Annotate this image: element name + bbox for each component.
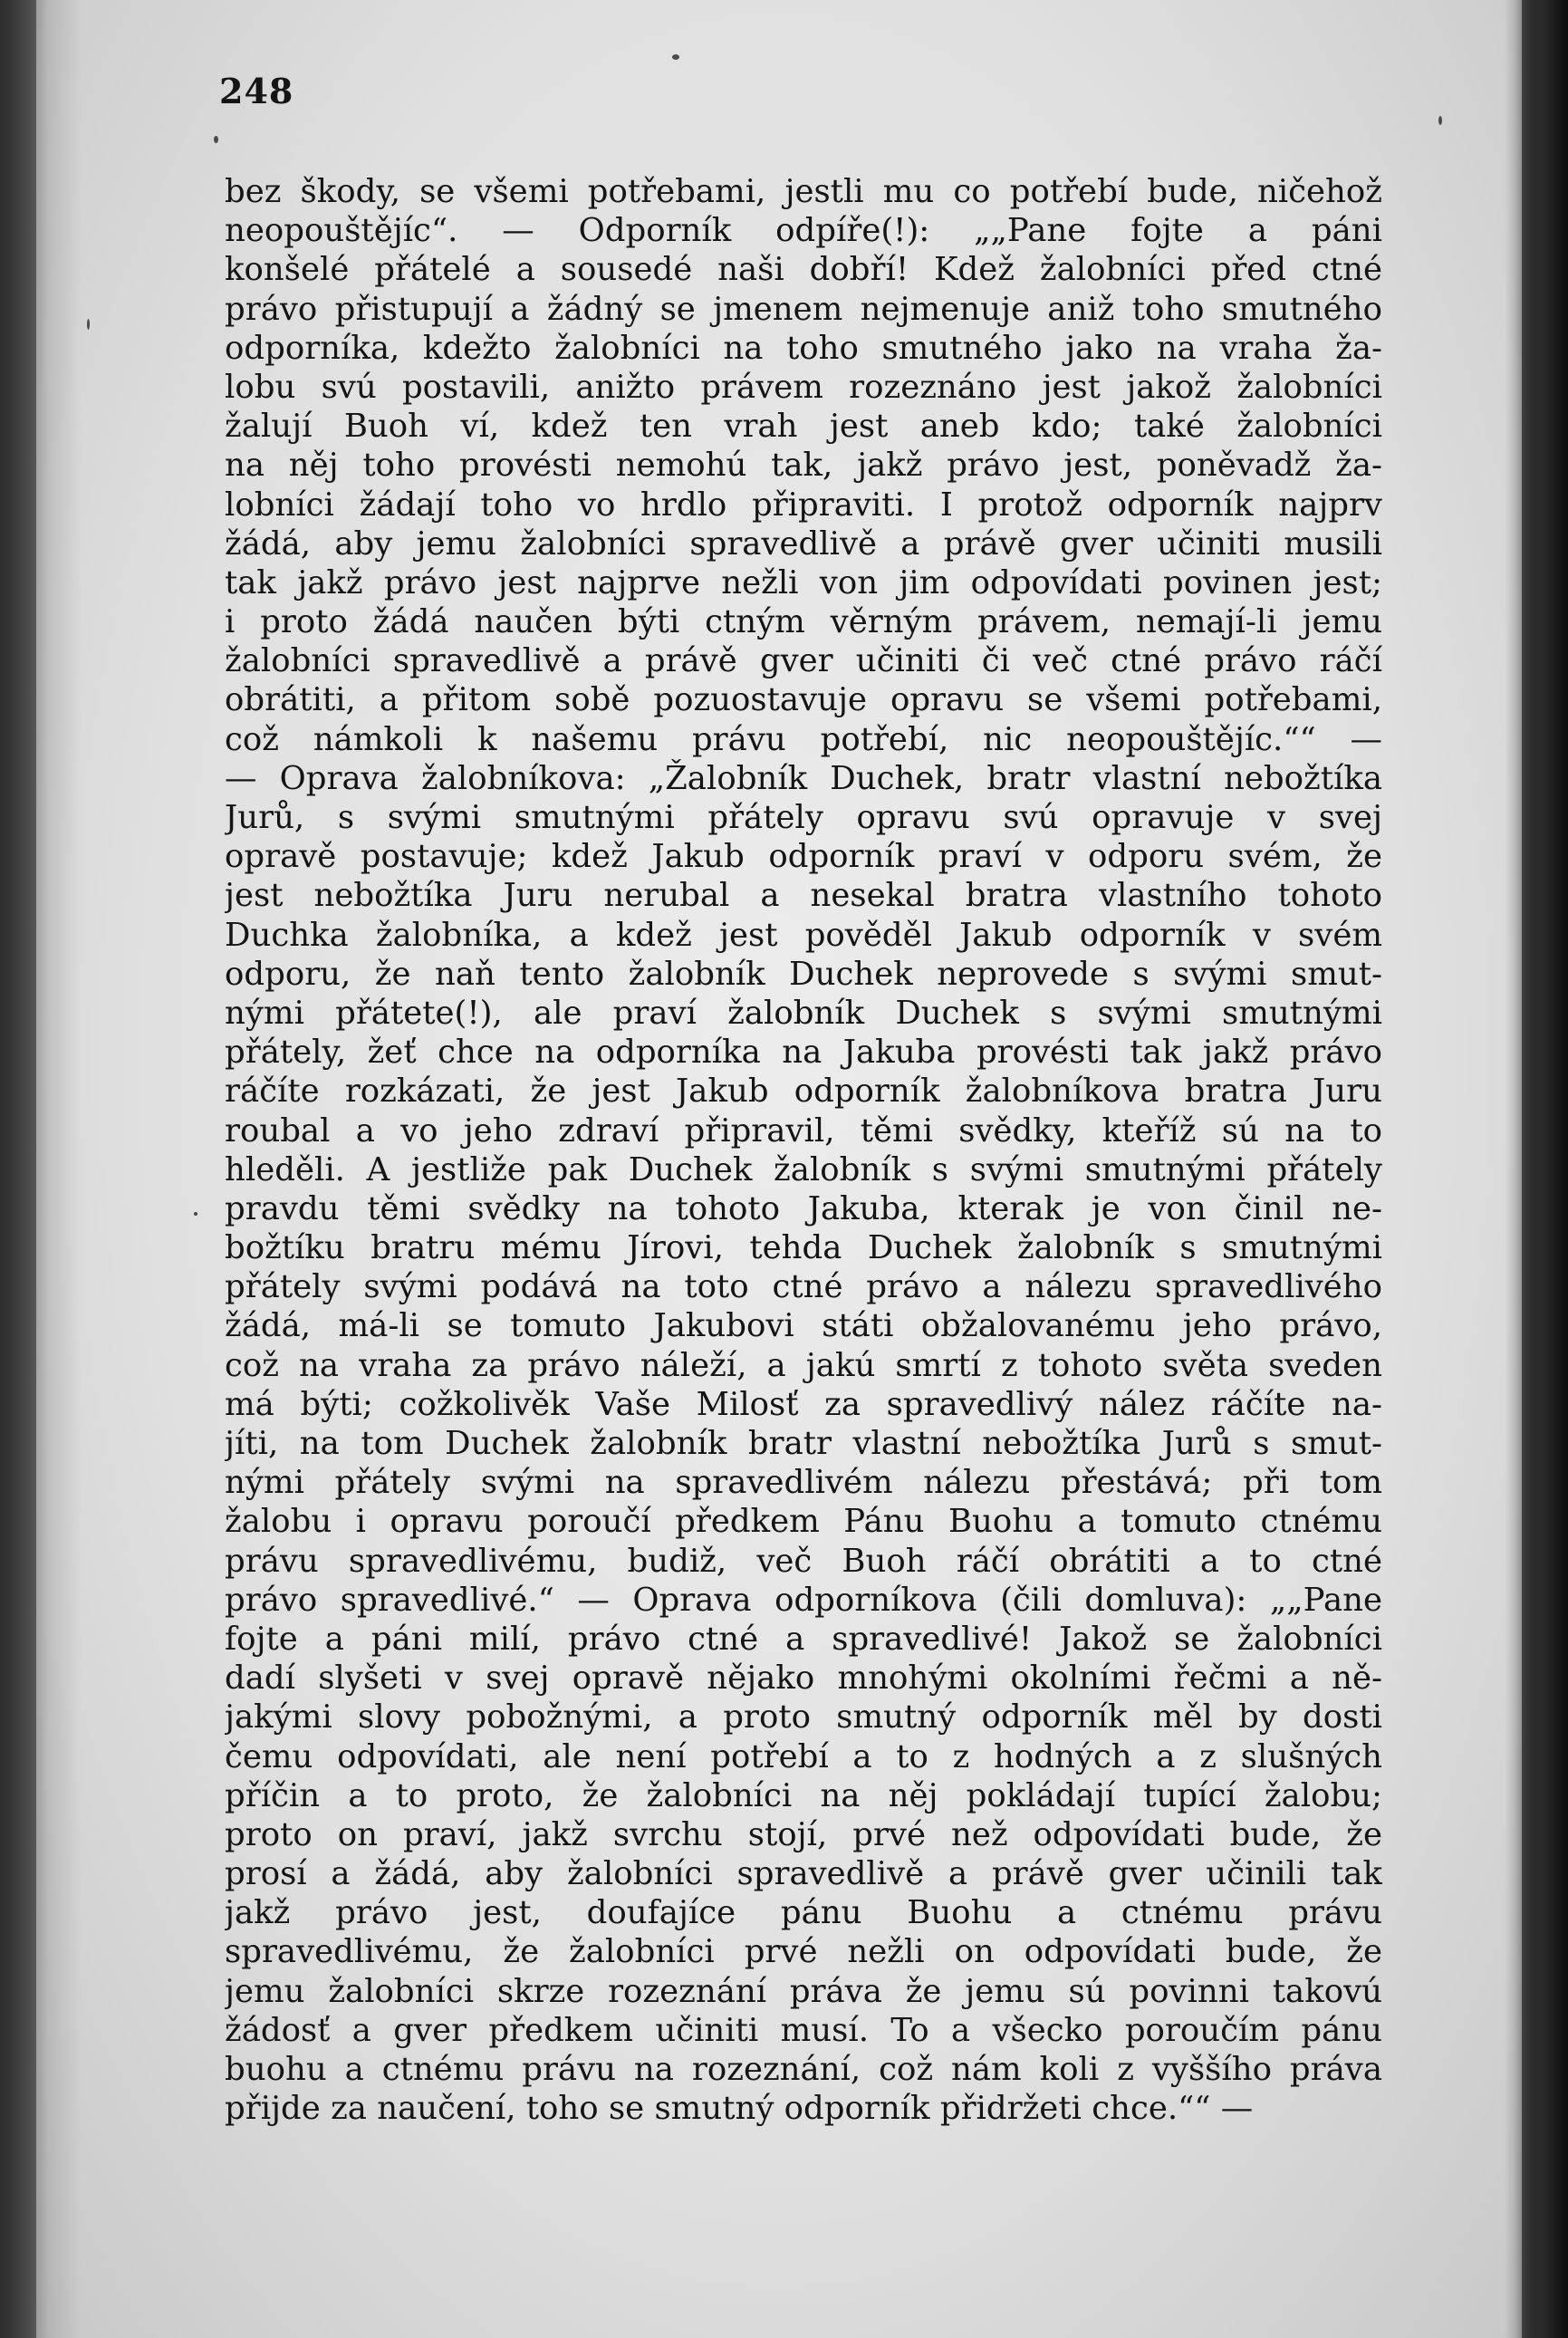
ink-speck <box>1438 116 1442 125</box>
ink-speck <box>214 136 218 143</box>
text-line: jíti, na tom Duchek žalobník bratr vlastní nebožtíka Jurů s smut- <box>225 1425 1382 1462</box>
text-line: přátely, žeť chce na odporníka na Jakuba provésti tak jakž právo <box>225 1034 1382 1072</box>
text-line: přátely svými podává na toto ctné právo a nálezu spravedlivého <box>225 1268 1382 1306</box>
text-line: jest nebožtíka Juru nerubal a nesekal bratra vlastního tohoto <box>225 877 1382 915</box>
body-text <box>225 172 1382 2128</box>
text-line: žalobníci spravedlivě a právě gver učiniti či več ctné právo ráčí <box>225 642 1382 680</box>
text-line: prosí a žádá, aby žalobníci spravedlivě a právě gver učinili tak <box>225 1855 1382 1893</box>
text-line: jakž právo jest, doufajíce pánu Buohu a ctnému právu <box>225 1894 1382 1932</box>
binding-shadow-right <box>1505 0 1568 2338</box>
text-line: žádosť a gver předkem učiniti musí. To a všecko poroučím pánu <box>225 2011 1382 2049</box>
text-line: žádá, aby jemu žalobníci spravedlivě a právě gver učiniti musili <box>225 524 1382 563</box>
text-line: žalují Buoh ví, kdež ten vrah jest aneb kdo; také žalobníci <box>225 408 1382 446</box>
text-line: žalobu i opravu poroučí předkem Pánu Buohu a tomuto ctnému <box>225 1503 1382 1541</box>
text-line: roubal a vo jeho zdraví připravil, těmi svědky, kteříž sú na to <box>225 1111 1382 1150</box>
text-line: spravedlivému, že žalobníci prvé nežli on odpovídati bude, že <box>225 1933 1382 1971</box>
text-line: jakými slovy pobožnými, a proto smutný odporník měl by dosti <box>225 1698 1382 1737</box>
text-line: lobníci žádají toho vo hrdlo připraviti. I protož odporník najprv <box>225 486 1382 524</box>
text-line: Jurů, s svými smutnými přátely opravu svú opravuje v svej <box>225 799 1382 836</box>
text-line: buohu a ctnému právu na rozeznání, což nám koli z vyššího práva <box>225 2051 1382 2088</box>
text-line: což námkoli k našemu právu potřebí, nic neopouštějíc.““ — <box>225 720 1382 758</box>
text-line: obrátiti, a přitom sobě pozuostavuje opravu se všemi potřebami, <box>225 681 1382 719</box>
ink-speck <box>672 54 679 60</box>
text-line: což na vraha za právo náleží, a jakú smrtí z tohoto světa sveden <box>225 1346 1382 1384</box>
ink-speck <box>87 319 90 330</box>
text-line: lobu svú postavili, anižto právem rozeznáno jest jakož žalobníci <box>225 368 1382 406</box>
text-line: právo spravedlivé.“ — Oprava odporníkova (čili domluva): „„Pane <box>225 1581 1382 1619</box>
text-line: i proto žádá naučen býti ctným věrným právem, nemají-li jemu <box>225 603 1382 641</box>
text-line: má býti; cožkolivěk Vaše Milosť za spravedlivý nález ráčíte na- <box>225 1385 1382 1423</box>
text-line: jemu žalobníci skrze rozeznání práva že jemu sú povinni takovú <box>225 1972 1382 2010</box>
text-line: přijde za naučení, toho se smutný odporník přidržeti chce.““ — <box>225 2090 1254 2128</box>
text-line: nými přátete(!), ale praví žalobník Duchek s svými smutnými <box>225 994 1382 1032</box>
text-line: fojte a páni milí, právo ctné a spravedlivé! Jakož se žalobníci <box>225 1620 1382 1658</box>
text-line: odporu, že naň tento žalobník Duchek neprovede s svými smut- <box>225 955 1382 993</box>
text-line: na něj toho provésti nemohú tak, jakž právo jest, poněvadž ža- <box>225 447 1382 485</box>
text-line: Duchka žalobníka, a kdež jest pověděl Jakub odporník v svém <box>225 916 1382 954</box>
ink-speck <box>194 1212 197 1216</box>
text-line: proto on praví, jakž svrchu stojí, prvé než odpovídati bude, že <box>225 1815 1382 1853</box>
text-line: bez škody, se všemi potřebami, jestli mu co potřebí bude, ničehož <box>225 173 1382 210</box>
text-line: čemu odpovídati, ale není potřebí a to z hodných a z slušných <box>225 1737 1382 1775</box>
text-line: právu spravedlivému, budiž, več Buoh ráčí obrátiti a to ctné <box>225 1542 1382 1580</box>
text-line: — Oprava žalobníkova: „Žalobník Duchek, bratr vlastní nebožtíka <box>225 759 1382 797</box>
text-line: konšelé přátelé a sousedé naši dobří! Kdež žalobníci před ctné <box>225 251 1382 289</box>
text-line: ráčíte rozkázati, že jest Jakub odporník žalobníkova bratra Juru <box>225 1073 1382 1111</box>
text-line: příčin a to proto, že žalobníci na něj pokládají tupící žalobu; <box>225 1776 1382 1814</box>
text-line: nými přátely svými na spravedlivém nálezu přestává; při tom <box>225 1464 1382 1502</box>
text-line: hleděli. A jestliže pak Duchek žalobník s svými smutnými přátely <box>225 1150 1382 1188</box>
text-line: tak jakž právo jest najprve nežli von jim odpovídati povinen jest; <box>225 563 1382 601</box>
text-line: pravdu těmi svědky na tohoto Jakuba, kterak je von činil ne- <box>225 1189 1382 1227</box>
text-line: dadí slyšeti v svej opravě nějako mnohými okolními řečmi a ně- <box>225 1660 1382 1698</box>
text-line: neopouštějíc“. — Odporník odpíře(!): „„Pane fojte a páni <box>225 212 1382 250</box>
text-line: žádá, má-li se tomuto Jakubovi státi obžalovanému jeho právo, <box>225 1307 1382 1345</box>
text-line: právo přistupují a žádný se jmenem nejmenuje aniž toho smutného <box>225 290 1382 328</box>
text-line: božtíku bratru mému Jírovi, tehda Duchek žalobník s smutnými <box>225 1229 1382 1267</box>
binding-shadow-left <box>0 0 82 2338</box>
text-line: odporníka, kdežto žalobníci na toho smutného jako na vraha ža- <box>225 329 1382 367</box>
text-line: opravě postavuje; kdež Jakub odporník praví v odporu svém, že <box>225 838 1382 876</box>
page-number: 248 <box>219 71 294 111</box>
